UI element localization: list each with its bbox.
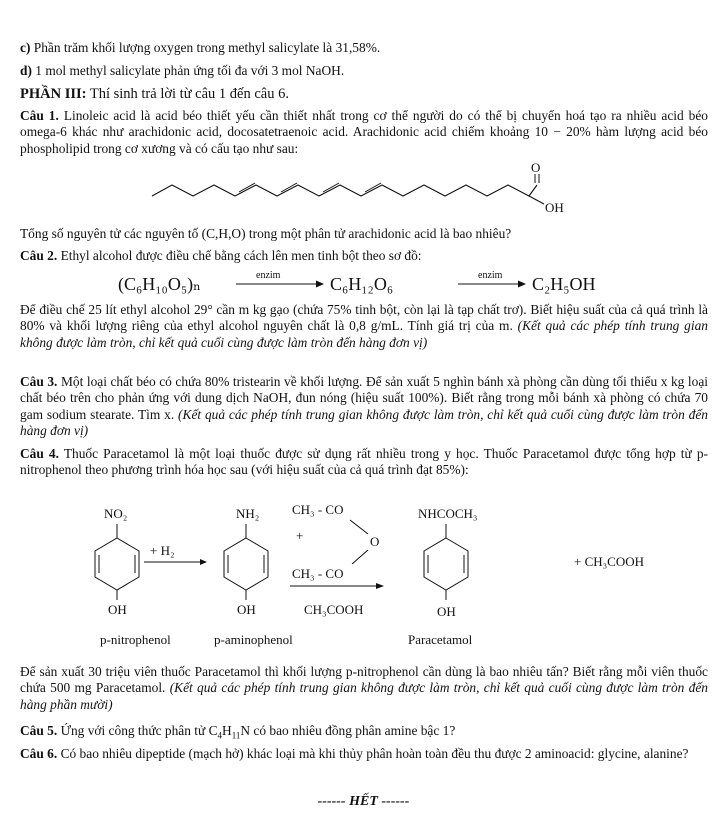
item-d-label: d)	[20, 63, 32, 78]
q2-intro	[20, 248, 422, 264]
q1-question: Tổng số nguyên tử các nguyên tố (C,H,O) trong một phân tử arachidonic acid là bao nhiêu?	[20, 226, 512, 241]
q5-text-before: Ứng với công thức phân tử C	[60, 723, 218, 738]
q5-label: Câu 5.	[20, 723, 58, 738]
arachidonic-acid-structure	[0, 160, 727, 228]
arrowhead-1	[316, 281, 324, 288]
q5-sub-hydrogen: 11	[231, 730, 241, 741]
fermentation-scheme	[0, 268, 727, 298]
double-bond-1	[239, 183, 255, 192]
q6-paragraph	[20, 746, 708, 762]
q4-label: Câu 4.	[20, 446, 59, 461]
q2-label: Câu 2.	[20, 248, 58, 263]
nitro-group: NO₂	[104, 506, 128, 521]
plus-sign: +	[296, 528, 304, 543]
arrow-label-2: enzim	[478, 270, 503, 281]
q3-paragraph	[20, 374, 708, 440]
q3-note: (Kết quả các phép tính trung gian không được làm tròn, chỉ kết quả cuối cùng được làm tròn đến hàng đơn vị)	[20, 406, 708, 439]
carbon-chain	[152, 185, 537, 196]
item-c	[20, 40, 380, 56]
q1-label: Câu 1.	[20, 108, 59, 123]
q4-text: Để sản xuất 30 triệu viên thuốc Paracetamol thì khối lượng p-nitrophenol cần dùng là bao nhiêu tấn? Biết rằng mỗi viên thuốc chứa 500 mg Paracetamol.	[20, 664, 708, 696]
q5-sub-carbon: 4	[217, 730, 223, 741]
q1-paragraph	[20, 108, 708, 157]
glucose-formula: C₆H₁₂O₆	[330, 274, 394, 294]
item-d-text: 1 mol methyl salicylate phản ứng tối đa với 3 mol NaOH.	[35, 63, 345, 78]
p-aminophenol-structure	[224, 506, 268, 617]
paracetamol-synthesis-scheme	[0, 500, 727, 650]
q4-intro-text: Thuốc Paracetamol là một loại thuốc được sử dụng rất nhiều trong y học. Thuốc Paracetamol được tổng hợp từ p-nitrophenol theo phương trình hóa học sau (với hiệu suất của cả quá trình đạt 85%):	[20, 446, 708, 478]
q2-note: (Kết quả các phép tính trung gian không được làm tròn, chỉ kết quả cuối cùng được làm tròn đến hàng đơn vị)	[20, 318, 708, 350]
double-bond-3	[323, 183, 339, 192]
q1-text: Linoleic acid là acid béo thiết yếu cần thiết nhất trong cơ thể người do có thể bị chuyển hoá tạo ra nhiều acid béo omega-6 khác như arachidonic acid, docosatetraenoic acid. Arachidonic acid chiếm khoảng 10 − 20% hàm lượng acid béo phospholipid trong cơ xương và có cấu tạo như sau:	[20, 108, 708, 156]
q4-paragraph	[20, 664, 708, 713]
anhydride-bond-top	[350, 520, 368, 534]
arrowhead-2	[518, 281, 526, 288]
q3-text: Một loại chất béo có chứa 80% tristearin về khối lượng. Để sản xuất 5 nghìn bánh xà phòng cần dùng tối thiểu x kg loại chất béo trên cho phản ứng với dung dịch NaOH, đun nóng (hiệu suất 100%). Biết rằng trong mỗi bánh xà phòng có chứa 70 gam sodium stearate. Tìm x.	[20, 374, 708, 422]
ethanol-formula: C₂H₅OH	[532, 274, 596, 294]
q5-text-after: N có bao nhiêu đồng phân amine bậc 1?	[240, 723, 456, 738]
item-d	[20, 63, 344, 79]
double-bond-4	[365, 183, 381, 192]
hydroxyl-3: OH	[437, 604, 456, 619]
hydrogen-reagent: + H₂	[150, 543, 175, 558]
q5-hydrogen: H	[222, 723, 232, 738]
q4-note: (Kết quả các phép tính trung gian không được làm tròn, chỉ kết quả cuối cùng được làm tròn đến hàng phần mười)	[20, 680, 708, 712]
acetamido-group: NHCOCH₃	[418, 506, 478, 521]
q6-text: Có bao nhiêu dipeptide (mạch hở) khác loại mà khi thủy phân hoàn toàn đều thu được 2 aminoacid: glycine, alanine?	[60, 746, 689, 761]
hydroxyl-group: OH	[545, 200, 564, 215]
name-p-aminophenol: p-aminophenol	[214, 632, 293, 647]
part3-heading	[20, 86, 289, 102]
part3-heading-rest: Thí sinh trả lời từ câu 1 đến câu 6.	[89, 86, 289, 102]
acetic-acid-byproduct: + CH₃COOH	[574, 554, 645, 569]
q2-intro-text: Ethyl alcohol được điều chế bằng cách lên men tinh bột theo sơ đồ:	[60, 248, 422, 263]
end-mark: ------ HẾT ------	[317, 794, 410, 809]
q2-text: Để điều chế 25 lít ethyl alcohol 29° cần m kg gạo (chứa 75% tinh bột, còn lại là tạp chất trơ). Biết hiệu suất của cả quá trình là 80% và khối lượng riêng của ethyl alcohol nguyên chất là 0,8 g/mL. Tính giá trị của m.	[20, 302, 708, 334]
anhydride-top: CH₃ - CO	[292, 502, 344, 517]
q3-label: Câu 3.	[20, 374, 58, 389]
benzene-ring-2	[224, 538, 268, 590]
anhydride-bond-bottom	[352, 550, 368, 564]
starch-formula: (C₆H₁₀O₅)ₙ	[118, 274, 201, 294]
arrowhead-hydrogenation	[200, 559, 207, 565]
q5-line	[20, 723, 455, 744]
benzene-ring-3	[424, 538, 468, 590]
arrowhead-acetylation	[376, 583, 384, 589]
c-oh-bond	[529, 196, 544, 204]
name-p-nitrophenol: p-nitrophenol	[100, 632, 171, 647]
acetic-anhydride-structure	[292, 502, 379, 581]
item-c-label: c)	[20, 40, 31, 55]
hydroxyl-1: OH	[108, 602, 127, 617]
double-bond-2	[281, 183, 297, 192]
anhydride-oxygen: O	[370, 534, 380, 549]
arrow-label-1: enzim	[256, 270, 281, 281]
amino-group: NH₂	[236, 506, 260, 521]
paracetamol-structure	[418, 506, 477, 619]
benzene-ring-1	[95, 538, 139, 590]
p-nitrophenol-structure	[95, 506, 139, 617]
q4-intro-paragraph	[20, 446, 708, 479]
hydroxyl-2: OH	[237, 602, 256, 617]
item-c-text: Phần trăm khối lượng oxygen trong methyl salicylate là 31,58%.	[33, 40, 381, 55]
name-paracetamol: Paracetamol	[408, 632, 473, 647]
q6-label: Câu 6.	[20, 746, 58, 761]
anhydride-bottom: CH₃ - CO	[292, 566, 344, 581]
carbonyl-oxygen: O	[531, 160, 541, 175]
part3-heading-bold: PHẦN III:	[20, 86, 87, 102]
q2-paragraph	[20, 302, 708, 351]
acetic-acid-solvent: CH₃COOH	[304, 602, 364, 617]
